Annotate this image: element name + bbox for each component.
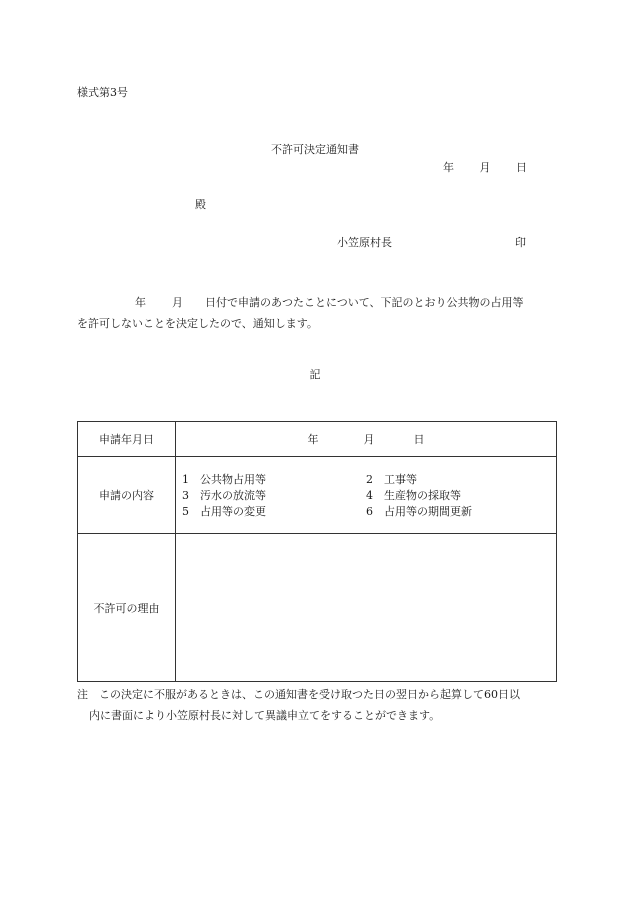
rejection-reason-label: 不許可の理由 (78, 534, 176, 682)
application-date-day: 日 (413, 433, 425, 446)
seal-mark: 印 (515, 236, 526, 249)
body-line-1-text: 日付で申請のあつたことについて、下記のとおり公共物の占用等 (205, 296, 524, 309)
content-option-4: 4 生産物の採取等 (366, 488, 461, 502)
body-line-1 (77, 292, 552, 313)
ki-heading: 記 (309, 368, 321, 381)
table-row-rejection-reason (78, 534, 557, 682)
document-title: 不許可決定通知書 (271, 143, 359, 156)
table-row-application-content (78, 457, 557, 534)
issue-date-day: 日 (516, 161, 527, 174)
body-month: 月 (172, 296, 183, 309)
application-date-label: 申請年月日 (78, 422, 176, 457)
content-option-6: 6 占用等の期間更新 (366, 504, 472, 518)
issue-date-year: 年 (443, 161, 454, 174)
appeal-note-line-2: 内に書面により小笠原村長に対して異議申立てをすることができます。 (89, 709, 441, 722)
table-row-application-date (78, 422, 557, 457)
application-date-year: 年 (307, 433, 319, 446)
content-option-5: 5 占用等の変更 (182, 504, 266, 518)
issue-date (443, 161, 527, 175)
body-year: 年 (135, 296, 146, 309)
content-option-1: 1 公共物占用等 (182, 472, 266, 486)
content-option-3: 3 汚水の放流等 (182, 488, 266, 502)
application-content-options (176, 457, 557, 534)
application-date-month: 月 (363, 433, 375, 446)
appeal-note-line-1: 注 この決定に不服があるときは、この通知書を受け取つた日の翌日から起算して60日以 (77, 688, 520, 701)
body-paragraph (77, 292, 552, 334)
body-line-2: を許可しないことを決定したので、通知します。 (77, 317, 318, 330)
application-content-label: 申請の内容 (78, 457, 176, 534)
rejection-reason-value (176, 534, 557, 682)
content-option-2: 2 工事等 (366, 472, 417, 486)
details-table (77, 421, 557, 682)
issue-date-month: 月 (479, 161, 491, 174)
addressee-suffix: 殿 (195, 198, 206, 211)
application-date-value (176, 422, 557, 457)
appeal-note (77, 684, 557, 726)
form-number: 様式第3号 (77, 86, 128, 99)
sender-name: 小笠原村長 (337, 236, 392, 249)
